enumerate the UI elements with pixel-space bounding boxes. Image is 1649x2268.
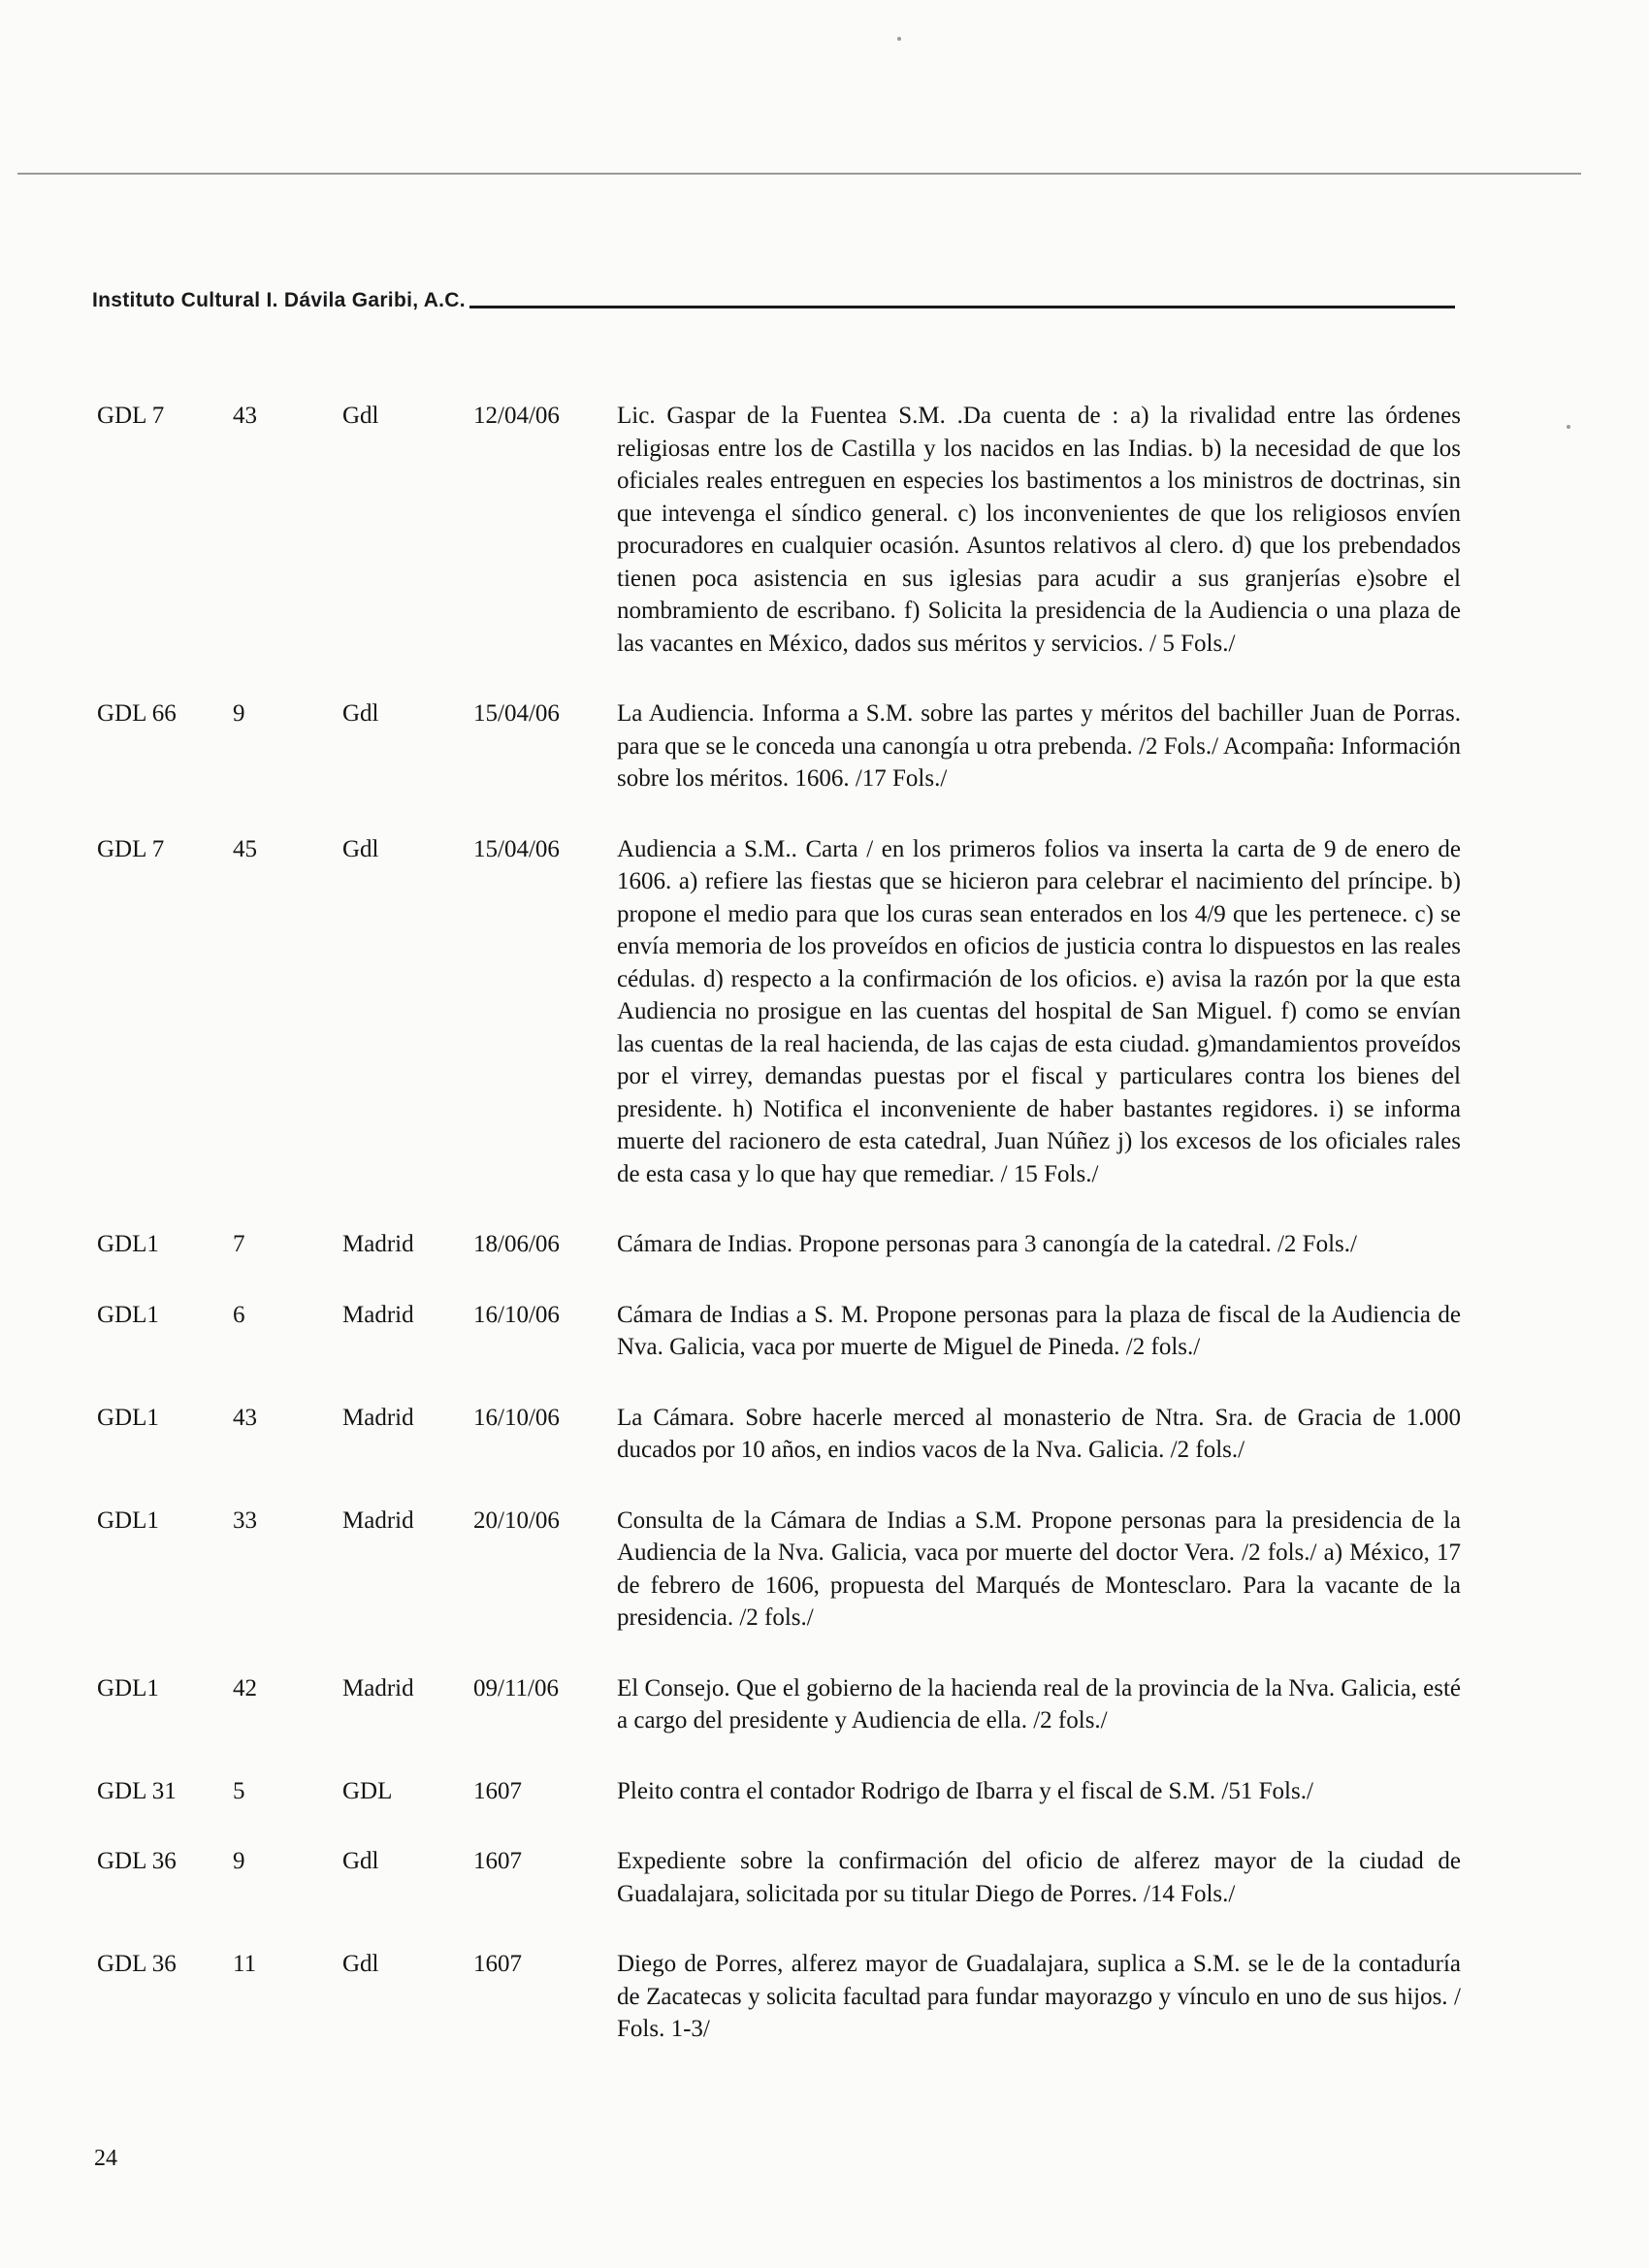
scan-speck [897, 37, 901, 41]
list-item [97, 1505, 1460, 1635]
entry-date: 20/10/06 [473, 1507, 560, 1534]
entry-ref: GDL1 [97, 1674, 159, 1701]
entry-date: 09/11/06 [473, 1674, 559, 1701]
entry-ref: GDL1 [97, 1231, 159, 1257]
entry-date: 15/04/06 [473, 835, 560, 862]
entry-date: 16/10/06 [473, 1301, 560, 1328]
entry-date: 16/10/06 [473, 1404, 560, 1431]
header-title: Instituto Cultural I. Dávila Garibi, A.C. [92, 289, 466, 311]
list-item [97, 833, 1460, 1191]
entry-number: 7 [233, 1231, 245, 1257]
entry-number: 9 [233, 700, 245, 727]
list-item [97, 1948, 1460, 2046]
entry-ref: GDL 66 [97, 700, 177, 727]
entry-place: Gdl [342, 403, 379, 429]
entry-place: Madrid [342, 1301, 414, 1328]
entry-date: 12/04/06 [473, 403, 560, 429]
entry-description: La Audiencia. Informa a S.M. sobre las partes y méritos del bachiller Juan de Porras. para que se le conceda una canongía u otra prebenda. /2 Fols./ Acompaña: Información sobre los méritos. 1606. /17 Fols./ [617, 700, 1461, 792]
entry-ref: GDL1 [97, 1507, 159, 1534]
list-item [97, 1775, 1460, 1808]
list-item [97, 1402, 1460, 1467]
entry-place: Madrid [342, 1507, 414, 1534]
entry-description: Lic. Gaspar de la Fuentea S.M. .Da cuenta de : a) la rivalidad entre las órdenes religiosas entre los de Castilla y los nacidos en las Indias. b) la necesidad de que los oficiales reales entreguen en especies los bastimentos a los ministros de doctrinas, sin que intevenga el síndico general. c) los inconvenientes de que los religiosos envíen procuradores en cualquier ocasión. Asuntos relativos al clero. d) que los prebendados tienen poca asistencia en sus iglesias para acudir a sus granjerías e)sobre el nombramiento de escribano. f) Solicita la presidencia de la Audiencia o una plaza de las vacantes en México, dados sus méritos y servicios. / 5 Fols./ [617, 403, 1461, 657]
entry-date: 18/06/06 [473, 1231, 560, 1257]
entry-description: Diego de Porres, alferez mayor de Guadalajara, suplica a S.M. se le de la contaduría de Zacatecas y solicita facultad para fundar mayorazgo y vínculo en uno de sus hijos. / Fols. 1-3/ [617, 1951, 1461, 2042]
entry-ref: GDL1 [97, 1404, 159, 1431]
entry-place: Madrid [342, 1404, 414, 1431]
entry-date: 1607 [473, 1848, 522, 1874]
entry-number: 5 [233, 1777, 245, 1804]
entry-ref: GDL 7 [97, 835, 165, 862]
page-header [92, 277, 1455, 310]
entry-description: Consulta de la Cámara de Indias a S.M. Propone personas para la presidencia de la Audiencia de la Nva. Galicia, vaca por muerte del doctor Vera. /2 fols./ a) México, 17 de febrero de 1606, propuesta del Marqués de Montesclaro. Para la vacante de la presidencia. /2 fols./ [617, 1507, 1461, 1631]
entry-place: Gdl [342, 1848, 379, 1874]
entry-description: Audiencia a S.M.. Carta / en los primeros folios va inserta la carta de 9 de enero de 1606. a) refiere las fiestas que se hicieron para celebrar el nacimiento del príncipe. b) propone el medio para que los curas sean enterados en los 4/9 que les pertenece. c) se envía memoria de los proveídos en oficios de justicia contra lo dispuestos en las reales cédulas. d) respecto a la confirmación de los oficios. e) avisa la razón por la que esta Audiencia no prosigue en las cuentas del hospital de San Miguel. f) como se envían las cuentas de la real hacienda, de las cajas de esta ciudad. g)mandamientos proveídos por el virrey, demandas puestas por el fiscal y particulares contra los bienes del presidente. h) Notifica el inconveniente de haber bastantes regidores. i) se informa muerte del racionero de esta catedral, Juan Núñez j) los excesos de los oficiales rales de esta casa y lo que hay que remediar. / 15 Fols./ [617, 835, 1461, 1187]
list-item [97, 1299, 1460, 1364]
entry-description: El Consejo. Que el gobierno de la hacienda real de la provincia de la Nva. Galicia, esté a cargo del presidente y Audiencia de ella. /2 fols./ [617, 1674, 1461, 1733]
header-rule [469, 306, 1455, 308]
entry-place: Gdl [342, 835, 379, 862]
list-item [97, 1845, 1460, 1910]
entry-place: Madrid [342, 1674, 414, 1701]
entry-description: Expediente sobre la confirmación del oficio de alferez mayor de la ciudad de Guadalajara, solicitada por su titular Diego de Porres. /14 Fols./ [617, 1848, 1461, 1907]
entry-description: Cámara de Indias. Propone personas para 3 canongía de la catedral. /2 Fols./ [617, 1231, 1357, 1257]
list-item [97, 400, 1460, 660]
entries-list [97, 400, 1460, 2084]
list-item [97, 697, 1460, 795]
entry-number: 43 [233, 403, 257, 429]
list-item [97, 1228, 1460, 1261]
entry-description: La Cámara. Sobre hacerle merced al monasterio de Ntra. Sra. de Gracia de 1.000 ducados por 10 años, en indios vacos de la Nva. Galicia. /2 fols./ [617, 1404, 1461, 1463]
scan-top-rule [17, 173, 1581, 175]
entry-date: 1607 [473, 1777, 522, 1804]
entry-date: 15/04/06 [473, 700, 560, 727]
scan-speck [1567, 425, 1570, 429]
entry-description: Pleito contra el contador Rodrigo de Ibarra y el fiscal de S.M. /51 Fols./ [617, 1777, 1313, 1804]
entry-ref: GDL 7 [97, 403, 165, 429]
entry-number: 42 [233, 1674, 257, 1701]
entry-place: Gdl [342, 700, 379, 727]
entry-place: GDL [342, 1777, 393, 1804]
entry-date: 1607 [473, 1951, 522, 1977]
page-number: 24 [94, 2146, 117, 2171]
entry-ref: GDL 36 [97, 1951, 177, 1977]
entry-ref: GDL1 [97, 1301, 159, 1328]
entry-ref: GDL 31 [97, 1777, 177, 1804]
entry-number: 6 [233, 1301, 245, 1328]
list-item [97, 1672, 1460, 1737]
entry-ref: GDL 36 [97, 1848, 177, 1874]
entry-place: Madrid [342, 1231, 414, 1257]
entry-place: Gdl [342, 1951, 379, 1977]
entry-number: 45 [233, 835, 257, 862]
entry-number: 43 [233, 1404, 257, 1431]
entry-number: 33 [233, 1507, 257, 1534]
entry-description: Cámara de Indias a S. M. Propone personas para la plaza de fiscal de la Audiencia de Nva. Galicia, vaca por muerte de Miguel de Pineda. /2 fols./ [617, 1301, 1461, 1360]
entry-number: 9 [233, 1848, 245, 1874]
entry-number: 11 [233, 1951, 257, 1977]
